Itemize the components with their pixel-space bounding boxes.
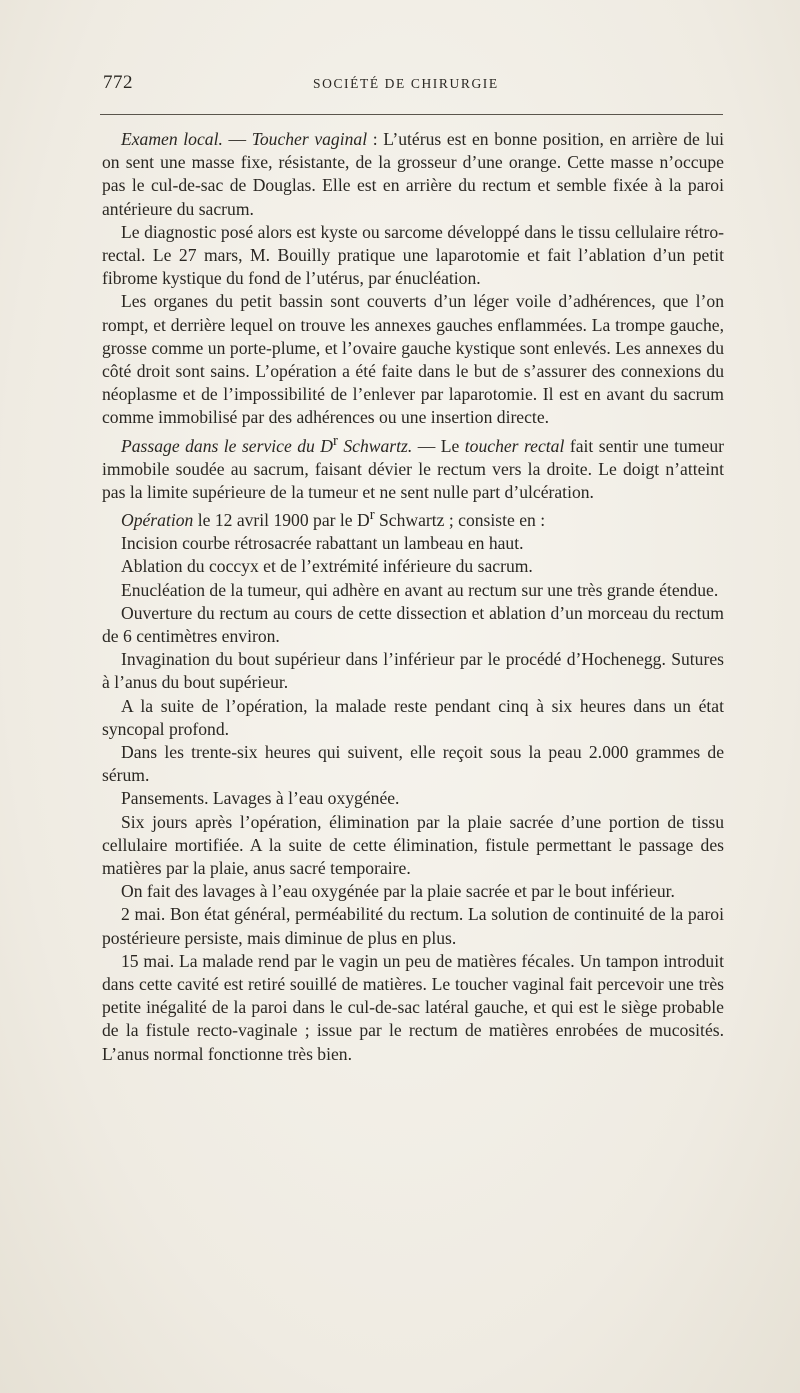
italic-lead: Passage dans le service du D (121, 435, 333, 456)
paragraph: Six jours après l’opération, élimination par la plaie sacrée d’une portion de tissu cellulaire mortifiée. A la suite de cette élimination, fistule permettant le passage des matières par la plaie, anus sacré temporaire. (102, 811, 724, 879)
paragraph: Enucléation de la tumeur, qui adhère en avant au rectum sur une très grande étendue. (121, 579, 719, 600)
paragraph: Le diagnostic posé alors est kyste ou sarcome développé dans le tissu cellulaire rétro-rectal. Le 27 mars, M. Bouilly pratique une laparotomie et fait l’ablation d’un petit fibrome kystique du fond de l’utérus, par énucléation. (102, 221, 724, 289)
italic-lead: Toucher vaginal (251, 129, 368, 149)
text-span: fait sentir une tumeur immobile soudée au sacrum, faisant dévier le rectum vers la droite. Le doigt n’atteint pas la limite supérieure de la tumeur et ne sent nulle part d’ulcération. (102, 435, 724, 502)
paragraph: Incision courbe rétrosacrée rabattant un lambeau en haut. (121, 533, 524, 554)
italic-lead: Opération (121, 509, 194, 530)
paragraph: Dans les trente-six heures qui suivent, elle reçoit sous la peau 2.000 grammes de sérum. (102, 742, 724, 786)
italic-lead: Schwartz. (337, 435, 413, 456)
body-text (102, 128, 724, 1066)
running-title: SOCIÉTÉ DE CHIRURGIE (313, 76, 499, 91)
superscript: r (332, 432, 338, 449)
text-span: : L’utérus est en bonne position, en arrière de lui on sent une masse fixe, résistante, de la grosseur d’une orange. Cette masse n’occupe pas le cul-de-sac de Douglas. Elle est en arrière du rectum et semble fixée à la paroi antérieure du sacrum. (102, 129, 725, 219)
page-header (103, 72, 723, 96)
paragraph: A la suite de l’opération, la malade reste pendant cinq à six heures dans un état syncopal profond. (102, 695, 724, 739)
header-rule (100, 114, 723, 115)
paragraph: Invagination du bout supérieur dans l’inférieur par le procédé d’Hochenegg. Sutures à l’anus du bout supérieur. (102, 649, 724, 693)
paragraph (102, 430, 724, 504)
paragraph: Pansements. Lavages à l’eau oxygénée. (121, 788, 400, 809)
text-span: — (222, 129, 252, 149)
paragraph: 2 mai. Bon état général, perméabilité du rectum. La solution de continuité de la paroi postérieure persiste, mais diminue de plus en plus. (102, 904, 724, 948)
paragraph: 15 mai. La malade rend par le vagin un peu de matières fécales. Un tampon introduit dans cette cavité est retiré souillé de matières. Le toucher vaginal fait percevoir une très petite inégalité de la paroi dans le cul-de-sac latéral gauche, et qui est le siège probable de la fistule recto-vaginale ; issue par le rectum de matières enrobées de mucosités. L’anus normal fonctionne très bien. (102, 950, 724, 1064)
text-span: Schwartz ; consiste en : (374, 509, 546, 530)
italic-lead: toucher rectal (464, 435, 565, 456)
page-number: 772 (103, 72, 133, 93)
superscript: r (369, 507, 375, 524)
text-span: — Le (412, 435, 465, 456)
text-span: le 12 avril 1900 par le D (193, 509, 370, 530)
paragraph: Ouverture du rectum au cours de cette dissection et ablation d’un morceau du rectum de 6 centimètres environ. (102, 602, 724, 646)
paragraph: Ablation du coccyx et de l’extrémité inférieure du sacrum. (121, 556, 533, 577)
paragraph: Les organes du petit bassin sont couverts d’un léger voile d’adhérences, que l’on rompt, et derrière lequel on trouve les annexes gauches enflammées. La trompe gauche, grosse comme un porte-plume, et l’ovaire gauche kystique sont enlevés. Les annexes du côté droit sont sains. L’opération a été faite dans le but de s’assurer des connexions du néoplasme et de l’impossibilité de l’enlever par laparotomie. Il est en avant du sacrum comme immobilisé par des adhérences ou une insertion directe. (102, 291, 724, 428)
paragraph: On fait des lavages à l’eau oxygénée par la plaie sacrée et par le bout inférieur. (121, 881, 675, 902)
paragraph (102, 128, 724, 221)
paragraph (102, 504, 724, 532)
italic-lead: Examen local. (121, 129, 223, 149)
